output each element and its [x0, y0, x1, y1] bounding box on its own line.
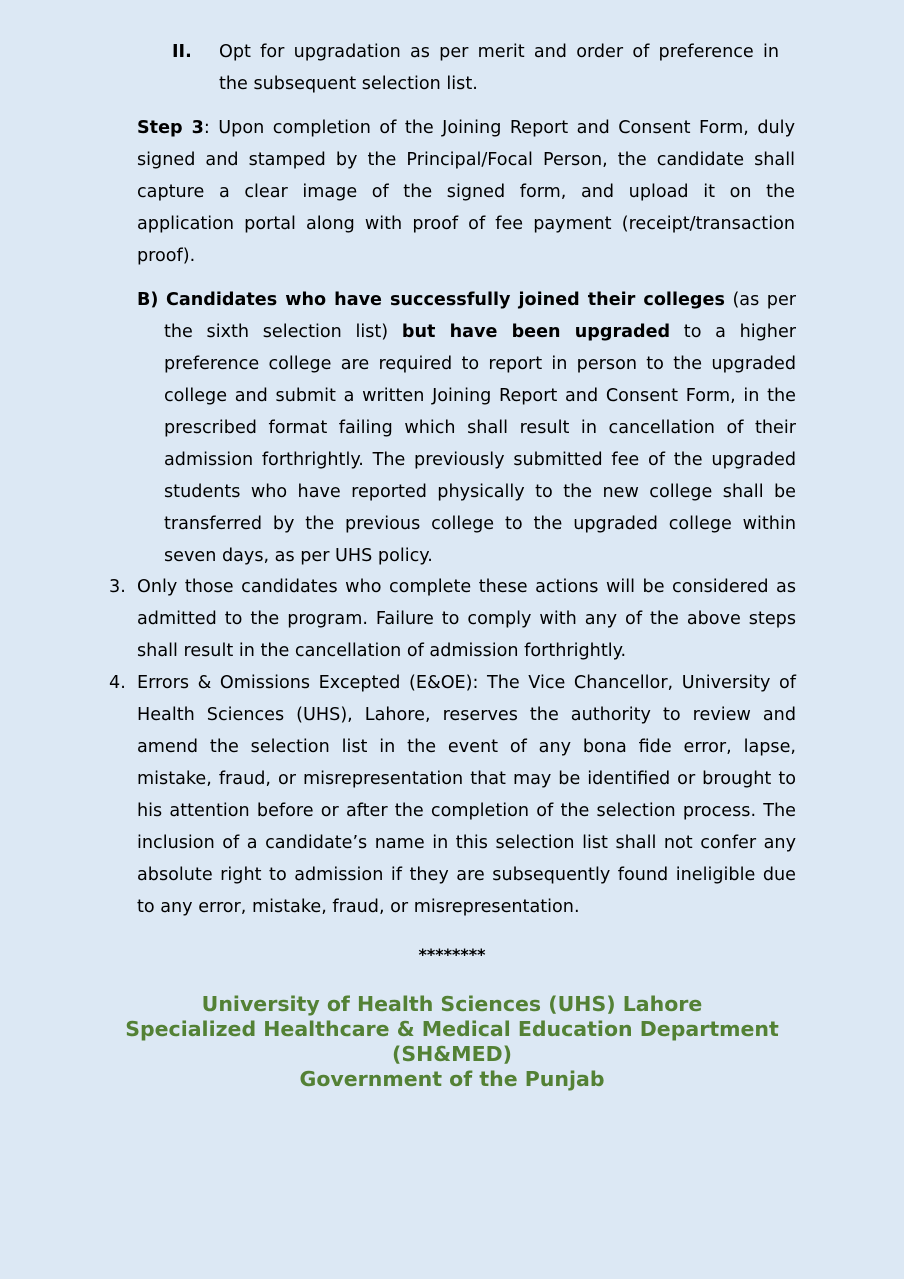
roman-numeral-ii: II. [172, 42, 192, 62]
footer-line-abbreviation: (SH&MED) [392, 1042, 512, 1066]
list-item-3 [137, 571, 796, 667]
text-line: amend the selection list in the event of any bona fide error, lapse, [137, 737, 796, 757]
section-b-marker: B) [137, 290, 159, 310]
text-line: mistake, fraud, or misrepresentation that may be identified or brought to [137, 769, 796, 789]
section-b-bold-heading: Candidates who have successfully joined their colleges [165, 290, 725, 310]
section-b-first-line [137, 284, 796, 316]
text-line: his attention before or after the completion of the selection process. The [137, 801, 796, 821]
text-line: to any error, mistake, fraud, or misrepresentation. [137, 897, 580, 917]
text-line: Errors & Omissions Excepted (E&OE): The Vice Chancellor, University of [137, 673, 796, 693]
text-span: : Upon completion of the Joining Report and Consent Form, duly [203, 118, 795, 138]
text-span: to a higher [670, 322, 796, 342]
footer-line-university: University of Health Sciences (UHS) Lahore [201, 992, 703, 1016]
text-line [137, 284, 796, 316]
text-line: capture a clear image of the signed form, and upload it on the [137, 182, 795, 202]
text-line [164, 316, 796, 348]
section-b-bold-upgraded: but have been upgraded [401, 322, 671, 342]
text-line: absolute right to admission if they are subsequently found ineligible due [137, 865, 796, 885]
footer-line-government: Government of the Punjab [299, 1067, 605, 1091]
separator-stars: ******** [418, 945, 486, 964]
text-line: shall result in the cancellation of admission forthrightly. [137, 641, 627, 661]
text-line: proof). [137, 246, 196, 266]
text-line: Only those candidates who complete these actions will be considered as [137, 577, 796, 597]
text-line: Health Sciences (UHS), Lahore, reserves the authority to review and [137, 705, 796, 725]
list-number-3: 3. [109, 577, 126, 597]
text-line: inclusion of a candidate’s name in this selection list shall not confer any [137, 833, 796, 853]
text-line [137, 112, 795, 144]
text-span: (as per [724, 290, 797, 310]
list-number-4: 4. [109, 673, 126, 693]
text-line: students who have reported physically to the new college shall be [164, 482, 796, 502]
text-line: Opt for upgradation as per merit and order of preference in [219, 42, 779, 62]
step-3-label: Step 3 [137, 118, 204, 138]
text-line: seven days, as per UHS policy. [164, 546, 433, 566]
text-line: preference college are required to report in person to the upgraded [164, 354, 796, 374]
text-span: the sixth selection list) [164, 322, 402, 342]
text-line: transferred by the previous college to the upgraded college within [164, 514, 796, 534]
footer-organization [0, 992, 904, 1092]
list-item-4 [137, 667, 796, 923]
text-line: signed and stamped by the Principal/Focal Person, the candidate shall [137, 150, 795, 170]
step-3-paragraph [137, 112, 795, 272]
text-line: college and submit a written Joining Report and Consent Form, in the [164, 386, 796, 406]
text-line: the subsequent selection list. [219, 74, 478, 94]
text-line: application portal along with proof of fee payment (receipt/transaction [137, 214, 795, 234]
section-b-paragraph [164, 316, 796, 572]
footer-line-department: Specialized Healthcare & Medical Education Department [125, 1017, 779, 1041]
text-line: admitted to the program. Failure to comply with any of the above steps [137, 609, 796, 629]
text-line: admission forthrightly. The previously submitted fee of the upgraded [164, 450, 796, 470]
roman-item-text [219, 36, 779, 100]
text-line: prescribed format failing which shall result in cancellation of their [164, 418, 796, 438]
